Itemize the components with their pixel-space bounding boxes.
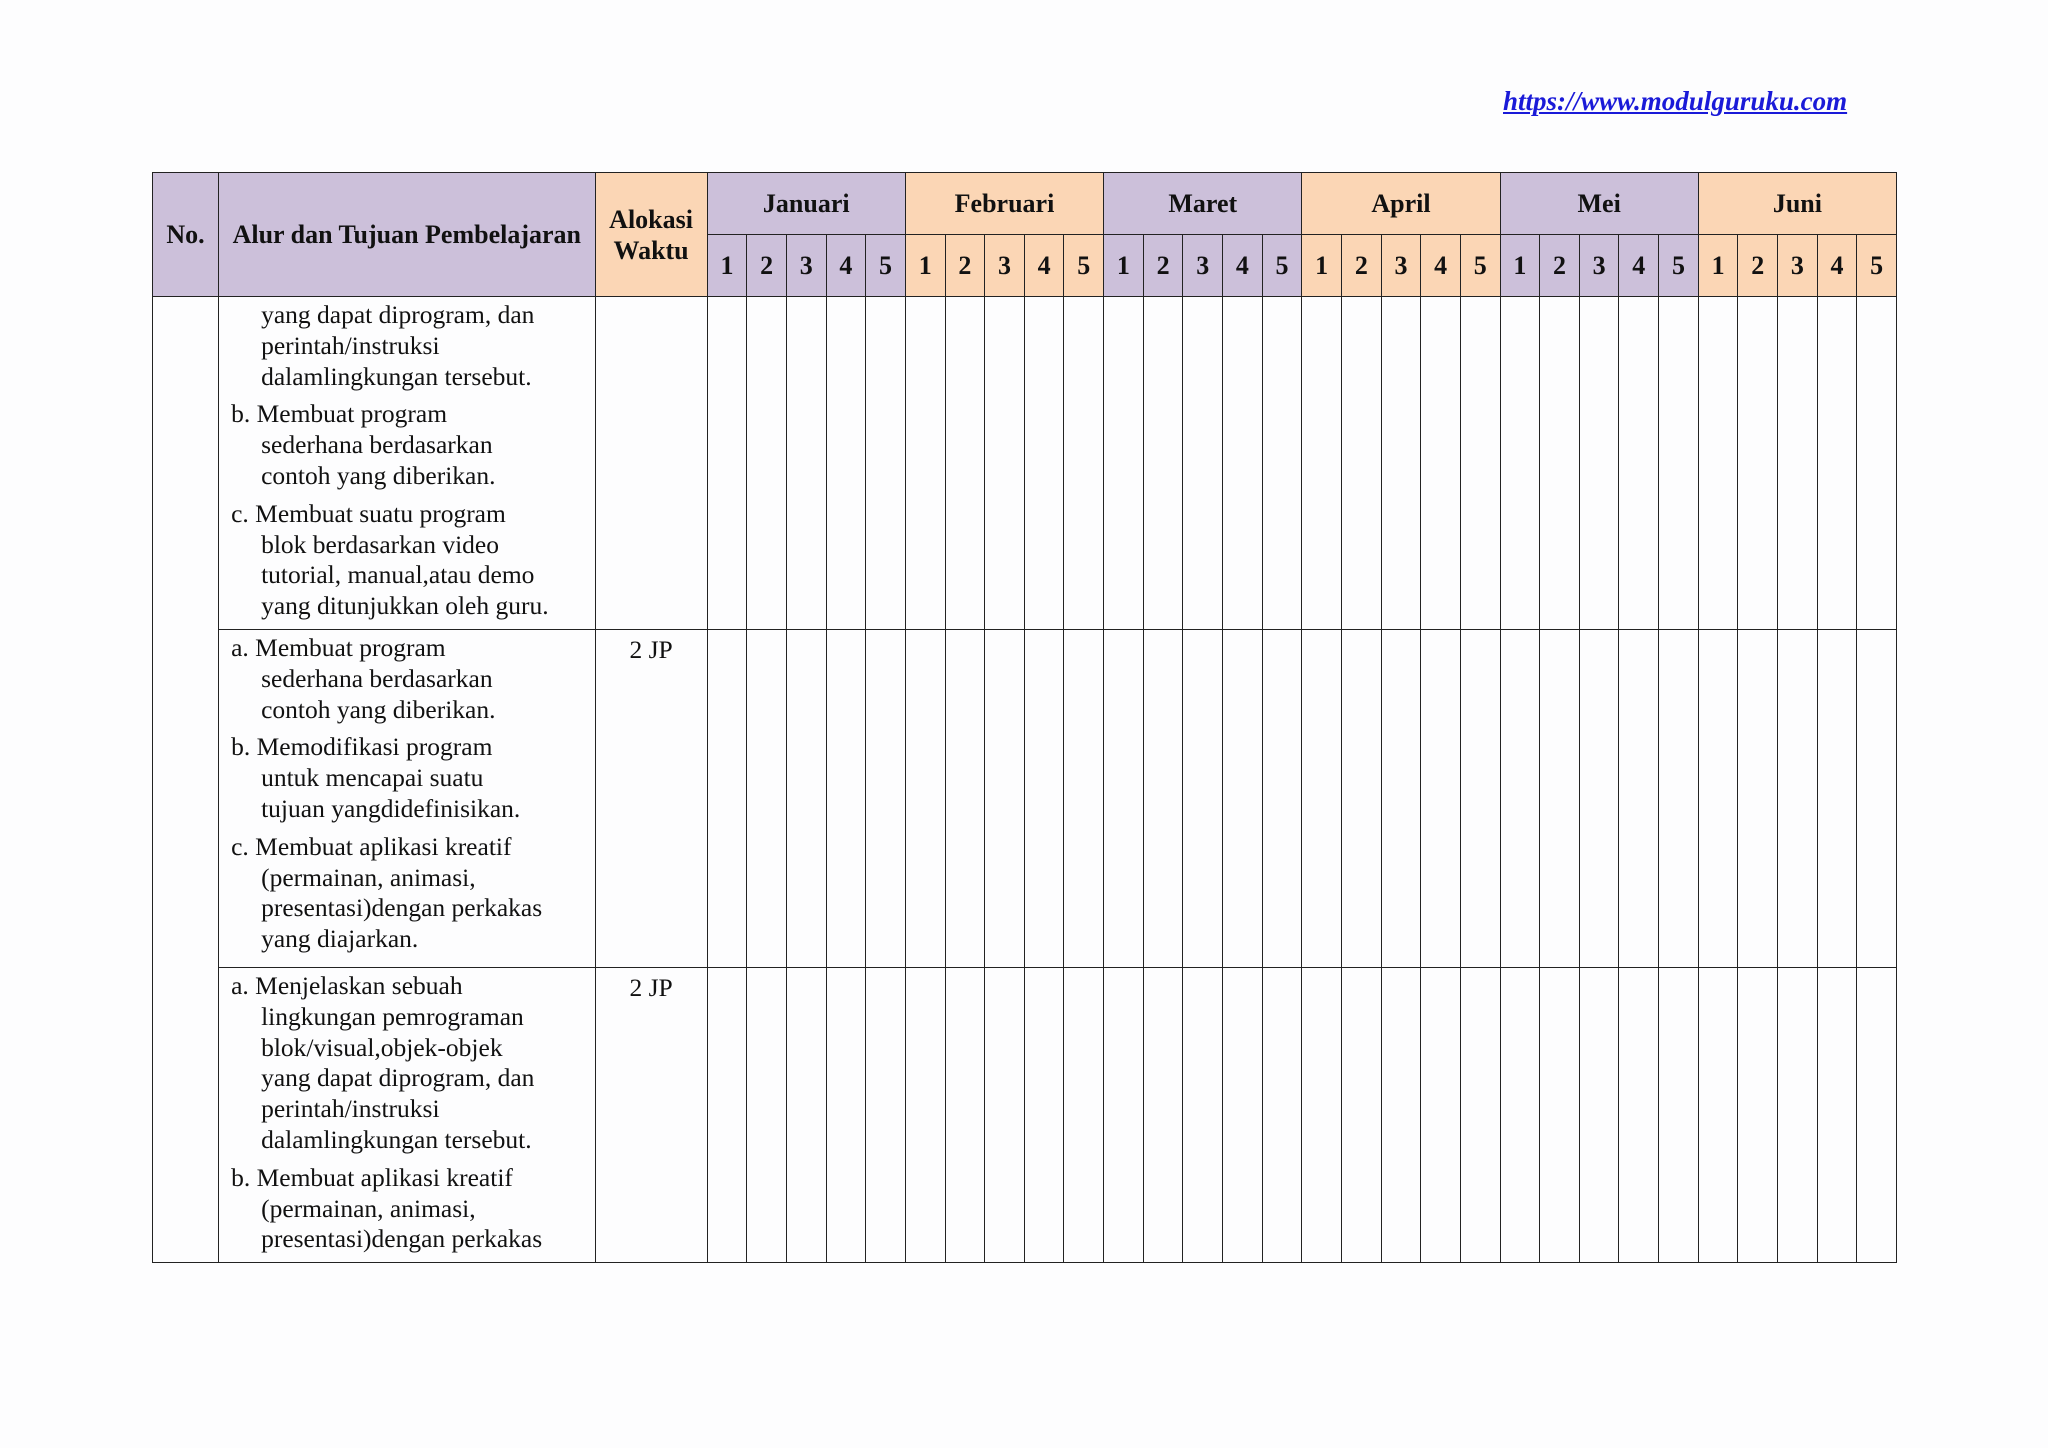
week-cell	[1064, 297, 1104, 630]
week-header: 5	[1460, 235, 1500, 297]
row-number-cell	[153, 297, 219, 1263]
table-row	[153, 967, 1897, 1262]
goal-line: a. Menjelaskan sebuah	[231, 970, 463, 1000]
month-header-februari: Februari	[905, 173, 1103, 235]
week-cell	[1143, 297, 1183, 630]
goal-line: b. Membuat program	[231, 399, 448, 429]
week-cell	[1183, 967, 1223, 1262]
week-cell	[905, 629, 945, 967]
week-cell	[1262, 629, 1302, 967]
week-cell	[786, 629, 826, 967]
week-cell	[707, 629, 747, 967]
week-cell	[1857, 967, 1897, 1262]
goal-line: contoh yang diberikan.	[261, 460, 496, 490]
week-cell	[1381, 629, 1421, 967]
goal-line: c. Membuat suatu program	[231, 498, 506, 528]
week-cell	[1817, 297, 1857, 630]
week-cell	[866, 967, 906, 1262]
learning-goal-cell	[219, 297, 595, 630]
week-cell	[1619, 967, 1659, 1262]
week-cell	[1460, 629, 1500, 967]
goal-line: yang dapat diprogram, dan	[261, 300, 535, 329]
week-cell	[1540, 297, 1580, 630]
week-cell	[1857, 297, 1897, 630]
week-cell	[1817, 629, 1857, 967]
time-allocation-cell	[595, 297, 707, 630]
goal-line: b. Membuat aplikasi kreatif	[231, 1162, 513, 1192]
week-cell	[1302, 297, 1342, 630]
goal-line: dalamlingkungan tersebut.	[261, 361, 532, 391]
week-cell	[1579, 967, 1619, 1262]
goal-line: contoh yang diberikan.	[261, 694, 496, 724]
goal-line: tujuan yangdidefinisikan.	[261, 793, 521, 823]
goal-item	[231, 732, 584, 824]
goal-line: yang ditunjukkan oleh guru.	[261, 591, 549, 621]
goal-item	[231, 832, 584, 955]
header-learning-goals: Alur dan Tujuan Pembelajaran	[219, 173, 595, 297]
week-cell	[1659, 297, 1699, 630]
week-header: 5	[1262, 235, 1302, 297]
goal-line: presentasi)dengan perkakas	[261, 1224, 543, 1254]
week-header: 4	[826, 235, 866, 297]
week-cell	[1579, 297, 1619, 630]
week-cell	[1143, 629, 1183, 967]
month-header-juni: Juni	[1698, 173, 1896, 235]
week-cell	[1024, 629, 1064, 967]
week-header: 5	[1064, 235, 1104, 297]
week-cell	[1302, 967, 1342, 1262]
week-cell	[747, 297, 787, 630]
goal-line: sederhana berdasarkan	[261, 430, 493, 460]
week-cell	[1778, 629, 1818, 967]
week-cell	[1421, 967, 1461, 1262]
week-header: 2	[1738, 235, 1778, 297]
week-header: 4	[1817, 235, 1857, 297]
week-cell	[1104, 967, 1144, 1262]
week-header: 4	[1619, 235, 1659, 297]
month-header-januari: Januari	[707, 173, 905, 235]
week-cell	[747, 629, 787, 967]
week-cell	[945, 297, 985, 630]
week-header: 4	[1024, 235, 1064, 297]
goal-line: b. Memodifikasi program	[231, 732, 493, 762]
week-cell	[1064, 967, 1104, 1262]
week-cell	[1460, 967, 1500, 1262]
week-cell	[1857, 629, 1897, 967]
week-cell	[1342, 967, 1382, 1262]
week-header: 3	[1579, 235, 1619, 297]
week-cell	[707, 967, 747, 1262]
week-cell	[985, 297, 1025, 630]
week-cell	[1500, 967, 1540, 1262]
week-header: 3	[1778, 235, 1818, 297]
week-cell	[985, 629, 1025, 967]
week-cell	[1183, 297, 1223, 630]
week-cell	[985, 967, 1025, 1262]
goal-line: blok berdasarkan video	[261, 529, 499, 559]
week-cell	[1223, 967, 1263, 1262]
goal-line: blok/visual,objek-objek	[261, 1032, 503, 1062]
table-row	[153, 629, 1897, 967]
goal-line: yang dapat diprogram, dan	[261, 1063, 535, 1093]
goal-line: lingkungan pemrograman	[261, 1001, 524, 1031]
goal-item	[231, 1163, 584, 1255]
week-cell	[1698, 629, 1738, 967]
week-header: 1	[1698, 235, 1738, 297]
goal-item	[231, 399, 584, 491]
week-cell	[1619, 629, 1659, 967]
week-cell	[1738, 297, 1778, 630]
week-header: 5	[1857, 235, 1897, 297]
week-cell	[1778, 297, 1818, 630]
week-cell	[1381, 967, 1421, 1262]
week-header: 2	[1342, 235, 1382, 297]
week-header: 2	[1143, 235, 1183, 297]
month-header-maret: Maret	[1104, 173, 1302, 235]
goal-item	[231, 499, 584, 622]
week-cell	[1024, 967, 1064, 1262]
week-cell	[905, 297, 945, 630]
week-cell	[786, 967, 826, 1262]
goal-line: (permainan, animasi,	[261, 1193, 476, 1223]
week-cell	[786, 297, 826, 630]
week-header: 3	[786, 235, 826, 297]
week-cell	[1183, 629, 1223, 967]
week-header: 4	[1223, 235, 1263, 297]
goal-line: (permainan, animasi,	[261, 862, 476, 892]
week-header: 1	[1104, 235, 1144, 297]
week-header: 2	[945, 235, 985, 297]
week-cell	[1143, 967, 1183, 1262]
week-cell	[945, 967, 985, 1262]
week-cell	[1817, 967, 1857, 1262]
week-header: 5	[866, 235, 906, 297]
goal-item	[231, 971, 584, 1156]
week-cell	[1460, 297, 1500, 630]
week-cell	[1500, 629, 1540, 967]
week-cell	[707, 297, 747, 630]
goal-line: sederhana berdasarkan	[261, 663, 493, 693]
week-cell	[826, 297, 866, 630]
week-header: 2	[1540, 235, 1580, 297]
week-header: 3	[985, 235, 1025, 297]
week-cell	[1698, 967, 1738, 1262]
week-cell	[1223, 297, 1263, 630]
week-cell	[1342, 297, 1382, 630]
goal-line: tutorial, manual,atau demo	[261, 560, 535, 590]
week-header: 4	[1421, 235, 1461, 297]
week-header: 2	[747, 235, 787, 297]
week-cell	[1698, 297, 1738, 630]
learning-goal-cell	[219, 629, 595, 967]
week-cell	[1421, 629, 1461, 967]
time-allocation-cell: 2 JP	[595, 967, 707, 1262]
week-cell	[826, 967, 866, 1262]
week-cell	[1738, 967, 1778, 1262]
goal-line: c. Membuat aplikasi kreatif	[231, 831, 512, 861]
goal-line: a. Membuat program	[231, 632, 446, 662]
week-cell	[1659, 629, 1699, 967]
week-cell	[945, 629, 985, 967]
week-cell	[826, 629, 866, 967]
week-cell	[1381, 297, 1421, 630]
header-no: No.	[153, 173, 219, 297]
week-cell	[1104, 297, 1144, 630]
week-cell	[1659, 967, 1699, 1262]
week-header: 1	[707, 235, 747, 297]
schedule-table	[152, 172, 1897, 1263]
website-link[interactable]: https://www.modulguruku.com	[1503, 86, 1848, 116]
week-cell	[866, 629, 906, 967]
week-header: 1	[1302, 235, 1342, 297]
week-cell	[1540, 967, 1580, 1262]
week-cell	[1421, 297, 1461, 630]
goal-line: untuk mencapai suatu	[261, 763, 484, 793]
week-cell	[1262, 967, 1302, 1262]
week-header: 5	[1659, 235, 1699, 297]
week-cell	[1064, 629, 1104, 967]
week-cell	[866, 297, 906, 630]
week-cell	[1619, 297, 1659, 630]
week-cell	[1223, 629, 1263, 967]
week-cell	[1104, 629, 1144, 967]
goal-line: perintah/instruksi	[261, 1094, 440, 1124]
week-header: 3	[1381, 235, 1421, 297]
goal-item	[231, 300, 584, 392]
goal-line: dalamlingkungan tersebut.	[261, 1124, 532, 1154]
week-cell	[905, 967, 945, 1262]
week-cell	[1738, 629, 1778, 967]
week-cell	[1540, 629, 1580, 967]
goal-item	[231, 633, 584, 725]
goal-line: yang diajarkan.	[261, 924, 419, 954]
goal-line: presentasi)dengan perkakas	[261, 893, 543, 923]
week-header: 1	[905, 235, 945, 297]
table-row	[153, 297, 1897, 630]
week-cell	[747, 967, 787, 1262]
week-cell	[1302, 629, 1342, 967]
week-cell	[1024, 297, 1064, 630]
header-time-allocation: Alokasi Waktu	[595, 173, 707, 297]
week-cell	[1778, 967, 1818, 1262]
week-cell	[1342, 629, 1382, 967]
week-header: 3	[1183, 235, 1223, 297]
week-header: 1	[1500, 235, 1540, 297]
month-header-mei: Mei	[1500, 173, 1698, 235]
learning-goal-cell	[219, 967, 595, 1262]
week-cell	[1500, 297, 1540, 630]
week-cell	[1579, 629, 1619, 967]
time-allocation-cell: 2 JP	[595, 629, 707, 967]
goal-line: perintah/instruksi	[261, 330, 440, 360]
week-cell	[1262, 297, 1302, 630]
month-header-april: April	[1302, 173, 1500, 235]
